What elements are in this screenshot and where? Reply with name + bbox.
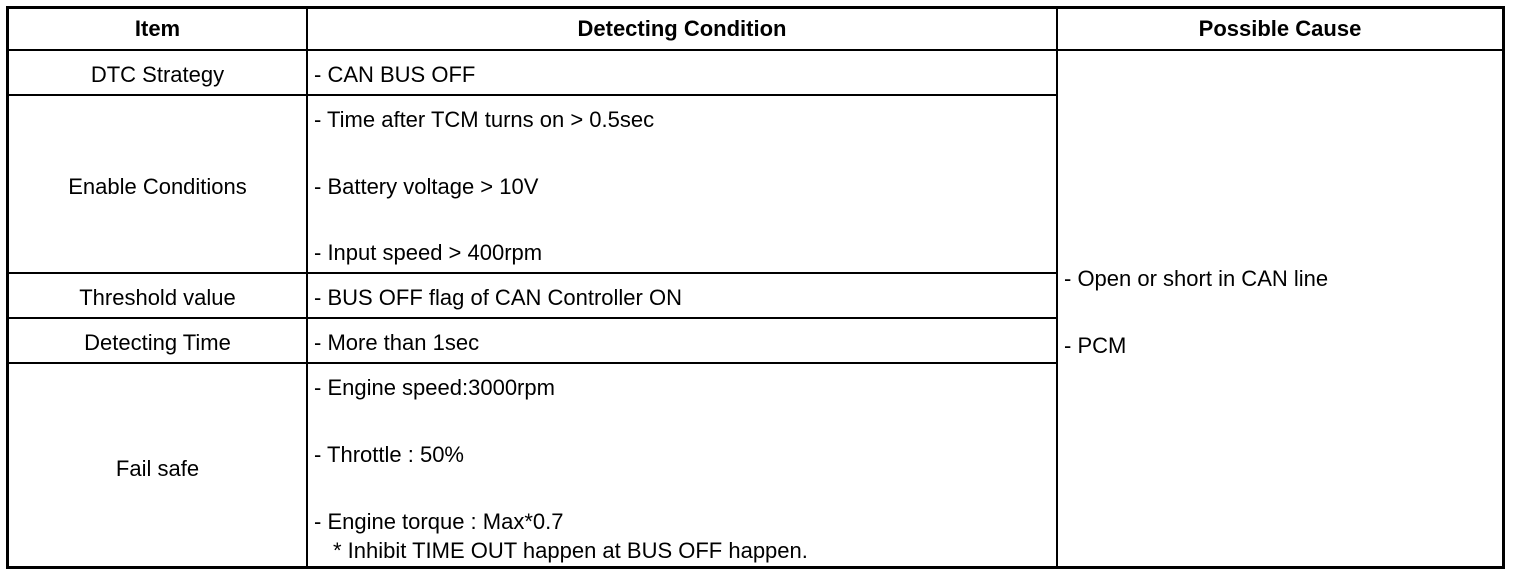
condition-engine-torque: - Engine torque : Max*0.7 — [314, 509, 564, 534]
row-divider — [9, 272, 1057, 274]
item-detecting-time: Detecting Time — [84, 330, 231, 355]
dtc-table — [6, 6, 1505, 569]
condition-time-after-tcm: - Time after TCM turns on > 0.5sec — [314, 107, 655, 132]
column-divider-condition — [1056, 9, 1058, 566]
condition-bus-off-flag: - BUS OFF flag of CAN Controller ON — [314, 285, 682, 310]
cause-pcm: - PCM — [1064, 333, 1127, 358]
condition-battery-voltage: - Battery voltage > 10V — [314, 174, 539, 199]
condition-can-bus-off: - CAN BUS OFF — [314, 62, 476, 87]
item-dtc-strategy: DTC Strategy — [90, 62, 225, 87]
row-divider — [9, 94, 1057, 96]
item-enable-conditions: Enable Conditions — [68, 174, 247, 199]
condition-throttle: - Throttle : 50% — [314, 442, 464, 467]
condition-inhibit-note: * Inhibit TIME OUT happen at BUS OFF happen. — [333, 538, 808, 563]
condition-input-speed: - Input speed > 400rpm — [314, 240, 543, 265]
header-divider — [9, 49, 1502, 51]
header-detecting-condition: Detecting Condition — [577, 16, 787, 41]
row-divider — [9, 317, 1057, 319]
row-divider — [9, 362, 1057, 364]
column-divider-item — [306, 9, 308, 566]
item-threshold-value: Threshold value — [79, 285, 236, 310]
header-possible-cause: Possible Cause — [1198, 16, 1362, 41]
cause-open-or-short: - Open or short in CAN line — [1064, 266, 1329, 291]
header-item: Item — [134, 16, 181, 41]
condition-more-than-1sec: - More than 1sec — [314, 330, 480, 355]
condition-engine-speed: - Engine speed:3000rpm — [314, 375, 555, 400]
item-fail-safe: Fail safe — [115, 456, 200, 481]
